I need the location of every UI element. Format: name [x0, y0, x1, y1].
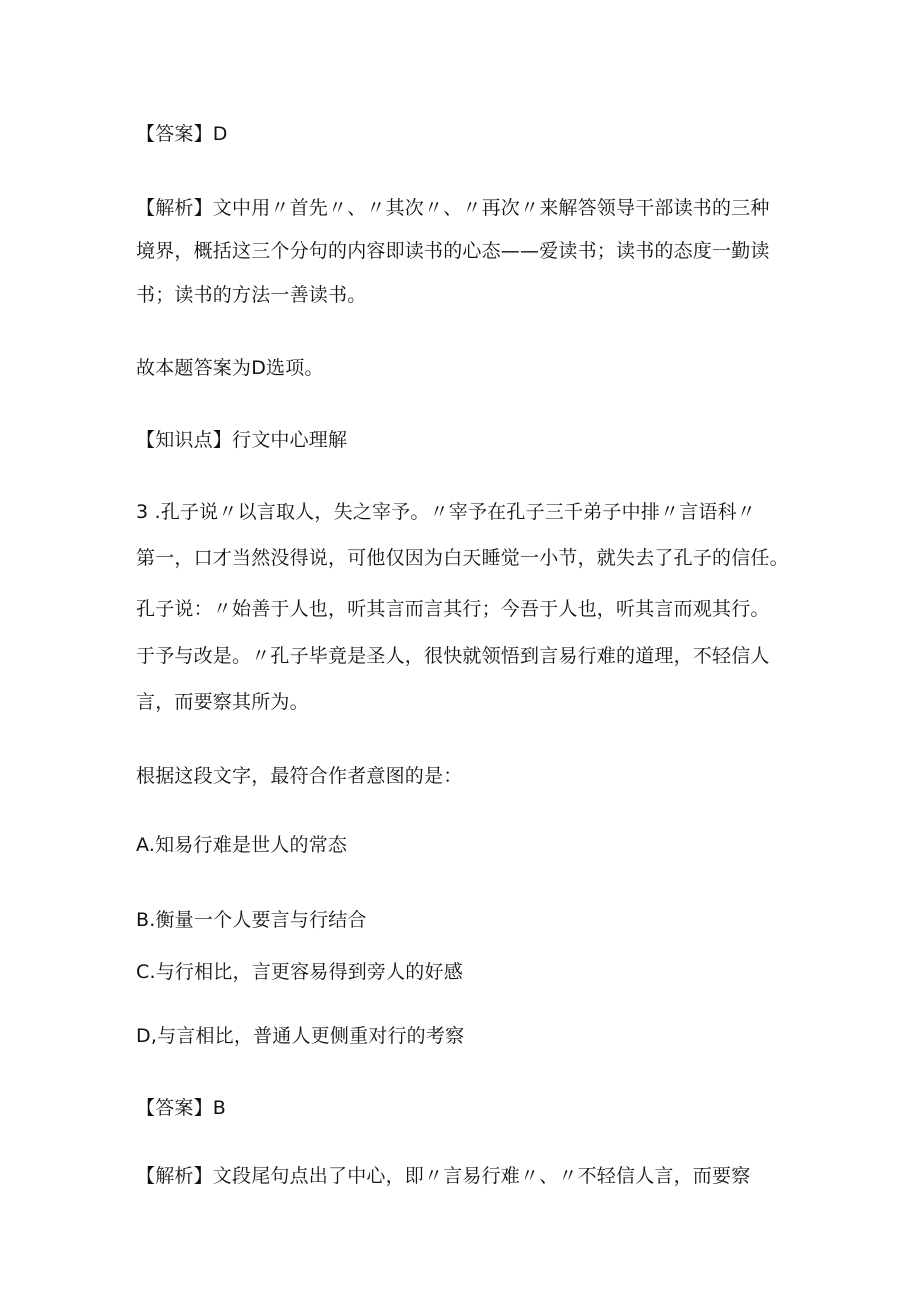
q3-stem-line-4: 于予与改是。〃孔子毕竟是圣人，很快就领悟到言易行难的道理，不轻信人 [136, 645, 770, 667]
q3-option-b: B.衡量一个人要言与行结合 [136, 909, 367, 931]
q2-knowledge-point: 【知识点】行文中心理解 [136, 429, 348, 451]
q3-option-d: D,与言相比，普通人更侧重对行的考察 [136, 1025, 465, 1047]
q2-answer: 【答案】D [136, 123, 228, 145]
q3-question: 根据这段文字，最符合作者意图的是： [136, 765, 463, 787]
q2-analysis-line-3: 书；读书的方法一善读书。 [136, 284, 367, 306]
q2-analysis-line-1: 【解析】文中用〃首先〃、〃其次〃、〃再次〃来解答领导干部读书的三种 [136, 197, 770, 219]
q3-option-a: A.知易行难是世人的常态 [136, 834, 348, 856]
q2-conclusion: 故本题答案为D选项。 [136, 357, 324, 379]
q3-answer: 【答案】B [136, 1097, 227, 1119]
q3-stem-line-3: 孔子说：〃始善于人也，听其言而言其行；今吾于人也，听其言而观其行。 [136, 598, 770, 620]
q3-stem-line-2: 第一，口才当然没得说，可他仅因为白天睡觉一小节，就失去了孔子的信任。 [136, 547, 789, 569]
q3-option-c: C.与行相比，言更容易得到旁人的好感 [136, 961, 463, 983]
q3-stem-line-1: 3 .孔子说〃以言取人，失之宰予。〃宰予在孔子三千弟子中排〃言语科〃 [136, 501, 756, 523]
q2-analysis-line-2: 境界，概括这三个分句的内容即读书的心态——爱读书；读书的态度一勤读 [136, 240, 770, 262]
q3-analysis-line-1: 【解析】文段尾句点出了中心，即〃言易行难〃、〃不轻信人言，而要察 [136, 1165, 751, 1187]
q3-stem-line-5: 言，而要察其所为。 [136, 691, 309, 713]
